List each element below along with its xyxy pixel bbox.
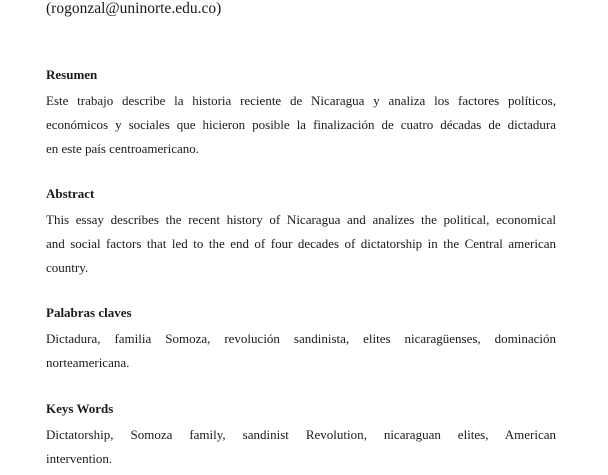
resumen-section [46, 67, 556, 161]
abstract-line: and social factors that led to the end of four decades of dictatorship in the Central american [46, 236, 556, 251]
resumen-body [46, 89, 556, 161]
keys-words-body [46, 423, 556, 475]
palabras-claves-section [46, 305, 556, 375]
keys-words-heading: Keys Words [46, 401, 114, 416]
keys-words-line: intervention. [46, 451, 113, 466]
abstract-line: This essay describes the recent history of Nicaragua and analizes the political, economical [46, 212, 556, 227]
abstract-line: country. [46, 260, 89, 275]
palabras-claves-body [46, 327, 556, 375]
keys-words-line: Dictatorship, Somoza family, sandinist Revolution, nicaraguan elites, American [46, 427, 556, 442]
author-email: (rogonzal@uninorte.edu.co) [46, 0, 222, 17]
resumen-line: en este país centroamericano. [46, 141, 200, 156]
resumen-heading: Resumen [46, 67, 98, 82]
palabras-claves-line: Dictadura, familia Somoza, revolución sandinista, elites nicaragüenses, dominación [46, 331, 556, 346]
abstract-body [46, 208, 556, 280]
resumen-line: económicos y sociales que hicieron posible la finalización de cuatro décadas de dictadura [46, 117, 556, 132]
palabras-claves-heading: Palabras claves [46, 305, 132, 320]
abstract-heading: Abstract [46, 186, 95, 201]
keys-words-section [46, 401, 556, 475]
palabras-claves-line: norteamericana. [46, 355, 130, 370]
resumen-line: Este trabajo describe la historia reciente de Nicaragua y analiza los factores políticos, [46, 93, 556, 108]
abstract-section [46, 186, 556, 280]
